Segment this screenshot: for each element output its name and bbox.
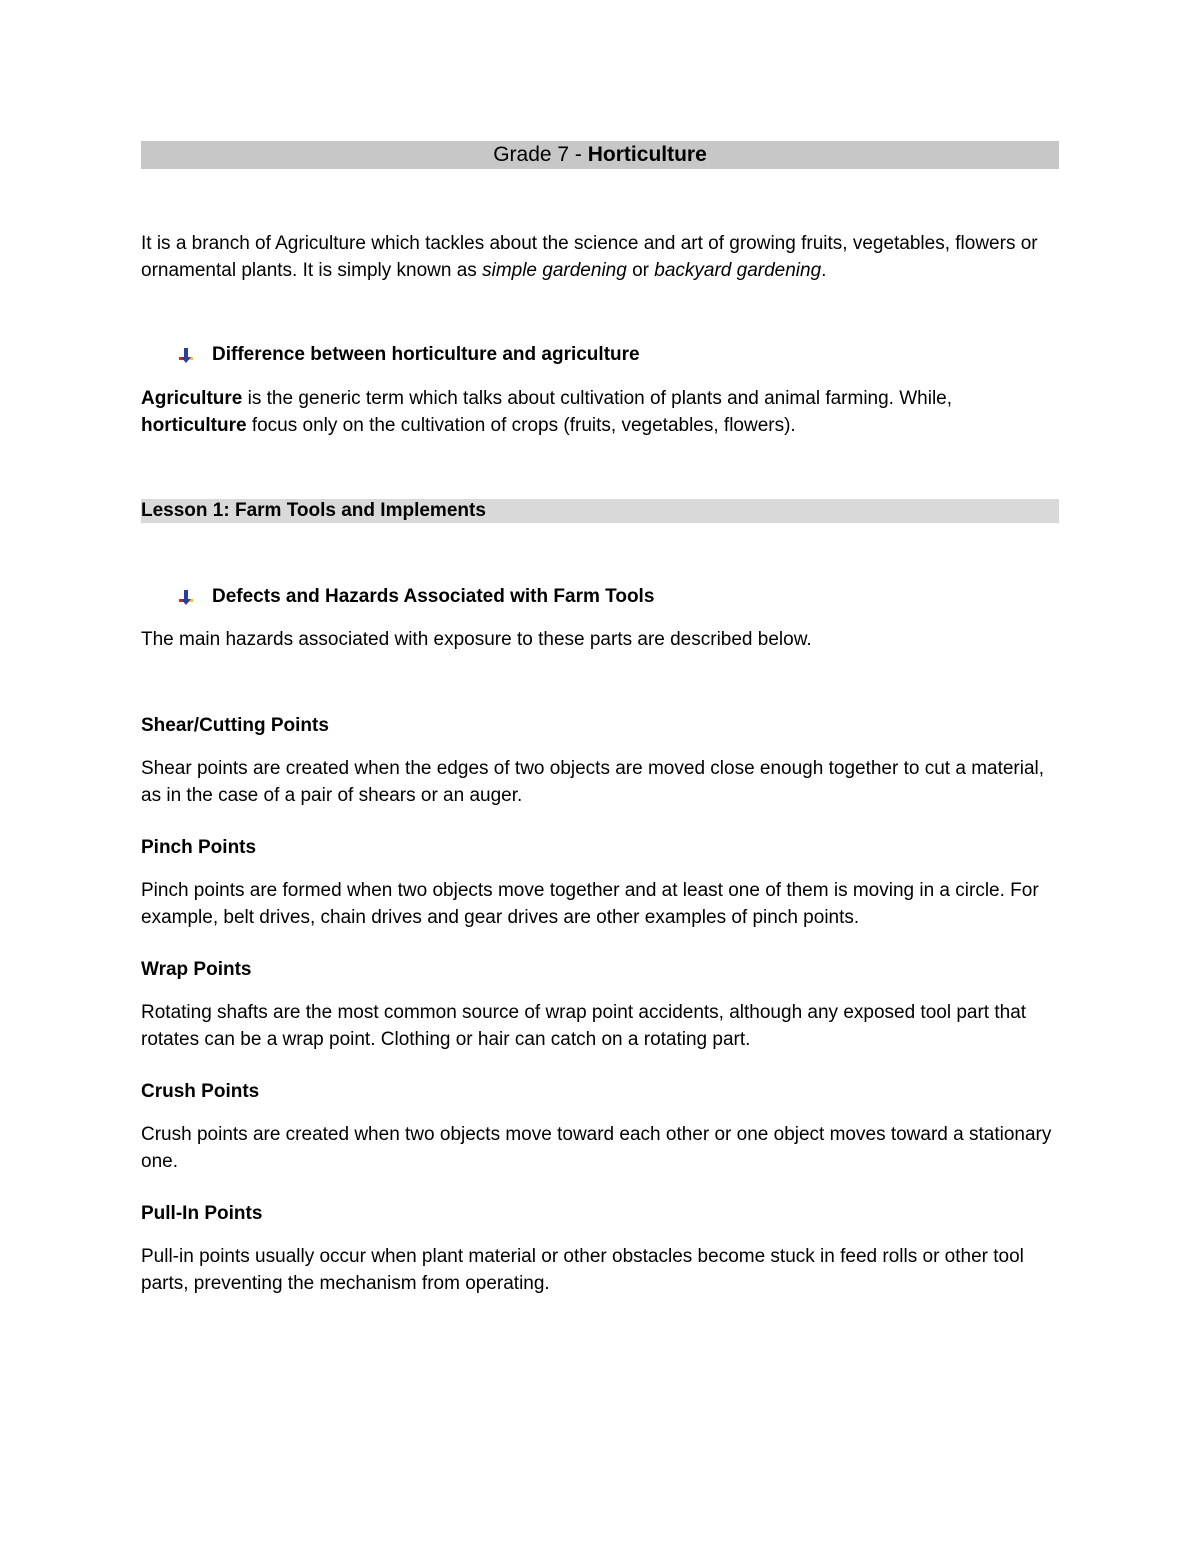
title-prefix: Grade 7 - xyxy=(493,143,588,166)
section-heading-crush: Crush Points xyxy=(141,1081,260,1102)
section-heading-wrap: Wrap Points xyxy=(141,959,252,980)
lesson-title: Lesson 1: Farm Tools and Implements xyxy=(141,500,486,521)
section-body-crush: Crush points are created when two objects move toward each other or one object moves toward a stationary one. xyxy=(141,1124,1052,1172)
difference-paragraph xyxy=(141,385,1059,439)
hazards-intro: The main hazards associated with exposure to these parts are described below. xyxy=(141,629,812,650)
intro-text: It is a branch of Agriculture which tackles about the science and art of growing fruits, vegetables, flowers or ornamental plants. It is simply known as xyxy=(141,233,1038,281)
difference-text-2: focus only on the cultivation of crops (fruits, vegetables, flowers). xyxy=(246,415,796,436)
arrow-bullet-icon xyxy=(177,588,195,606)
section-body-pinch: Pinch points are formed when two objects move together and at least one of them is moving in a circle. For example, belt drives, chain drives and gear drives are other examples of pinch points. xyxy=(141,880,1039,928)
term-agriculture: Agriculture xyxy=(141,388,243,409)
intro-italic-simple-gardening: simple gardening xyxy=(482,260,627,281)
page-title xyxy=(141,141,1059,169)
section-heading-pull-in: Pull-In Points xyxy=(141,1203,263,1224)
intro-paragraph xyxy=(141,230,1059,284)
intro-or: or xyxy=(626,260,655,281)
hazards-heading-text: Defects and Hazards Associated with Farm Tools xyxy=(212,586,655,607)
section-body-wrap: Rotating shafts are the most common source of wrap point accidents, although any exposed tool part that rotates can be a wrap point. Clothing or hair can catch on a rotating part. xyxy=(141,1002,1027,1050)
document-page xyxy=(141,141,1059,1297)
difference-text-1: is the generic term which talks about cultivation of plants and animal farming. While, xyxy=(242,388,953,409)
section-heading-shear: Shear/Cutting Points xyxy=(141,715,329,736)
section-body-shear: Shear points are created when the edges of two objects are moved close enough together to cut a material, as in the case of a pair of shears or an auger. xyxy=(141,758,1045,806)
hazards-heading xyxy=(141,583,1059,610)
intro-italic-backyard-gardening: backyard gardening xyxy=(654,260,822,281)
difference-heading xyxy=(141,341,1059,368)
arrow-bullet-icon xyxy=(177,346,195,364)
intro-end: . xyxy=(821,260,827,281)
term-horticulture: horticulture xyxy=(141,415,247,436)
title-subject: Horticulture xyxy=(587,143,707,166)
section-heading-pinch: Pinch Points xyxy=(141,837,257,858)
difference-heading-text: Difference between horticulture and agriculture xyxy=(212,344,640,365)
lesson-heading xyxy=(141,499,1059,523)
section-body-pull-in: Pull-in points usually occur when plant material or other obstacles become stuck in feed rolls or other tool parts, preventing the mechanism from operating. xyxy=(141,1246,1024,1294)
